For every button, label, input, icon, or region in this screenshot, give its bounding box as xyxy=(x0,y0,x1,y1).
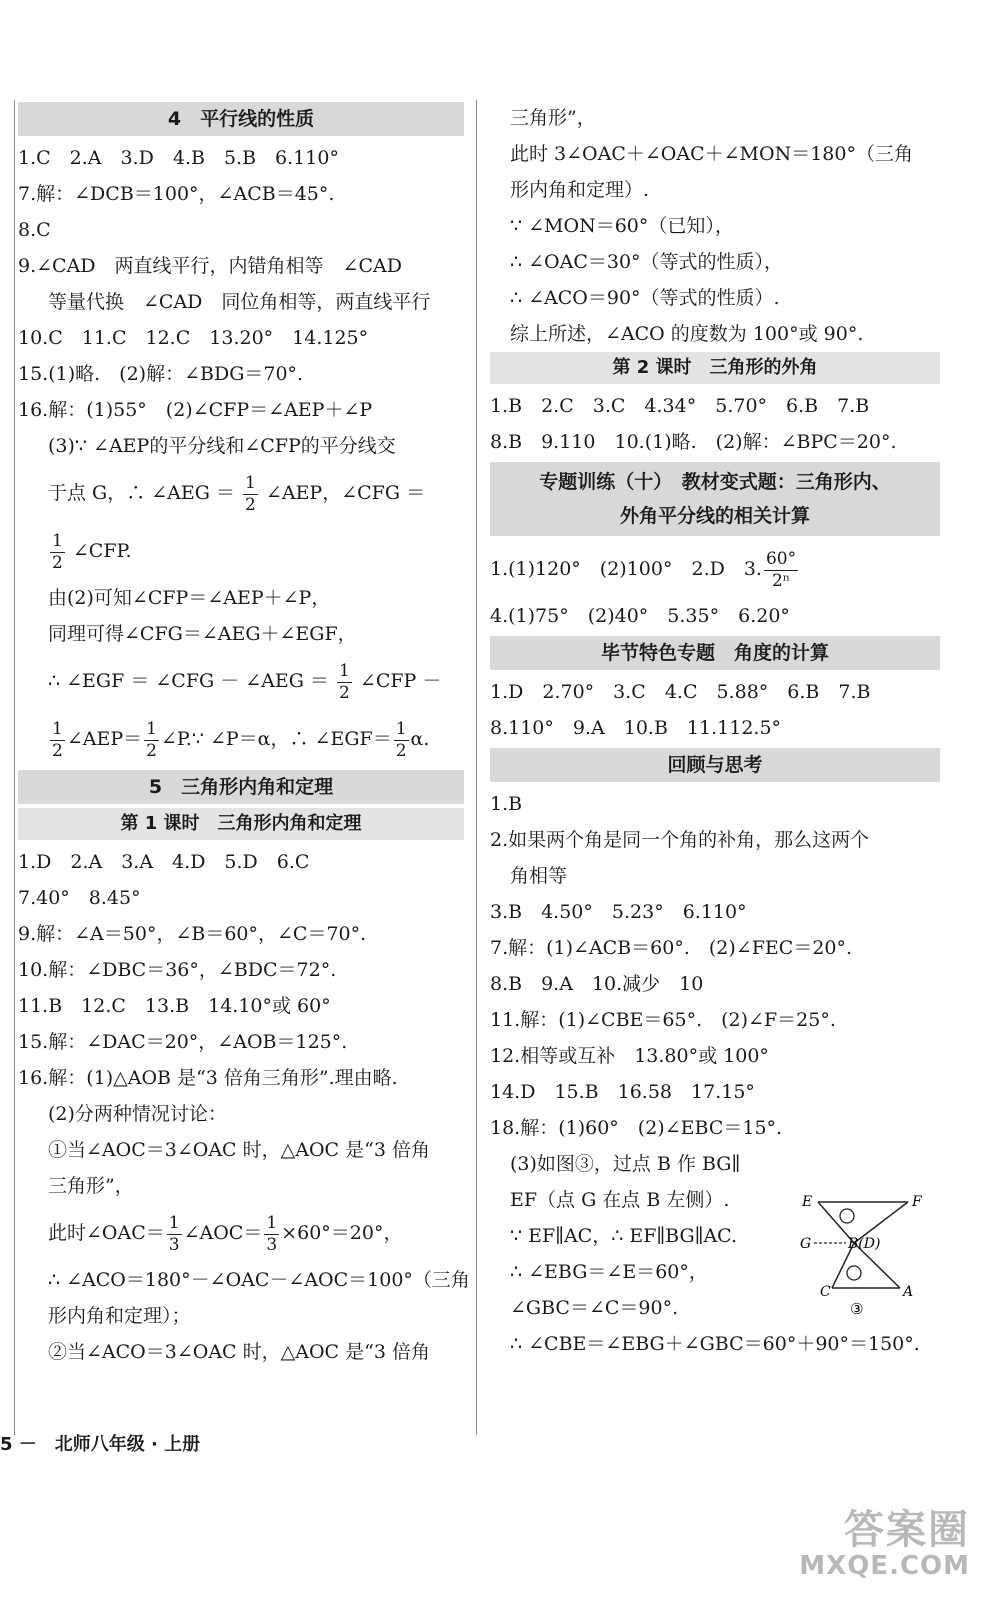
answer-line: 7.解：∠DCB＝100°，∠ACB＝45°. xyxy=(18,183,335,205)
label-C: C xyxy=(820,1284,831,1300)
answer-line: (3)∵ ∠AEP的平分线和∠CFP的平分线交 xyxy=(48,435,396,457)
text-fragment: ∠P.∵ ∠P＝α，∴ ∠EGF＝ xyxy=(160,728,392,750)
fraction-half: $\frac{1}{2}$ xyxy=(245,473,256,515)
lesson-header: 第 2 课时 三角形的外角 xyxy=(490,352,940,384)
answer-line: 7.解：(1)∠ACB＝60°. (2)∠FEC＝20°. xyxy=(490,937,853,959)
label-F: F xyxy=(912,1194,922,1210)
header-line: 外角平分线的相关计算 xyxy=(619,505,810,527)
text-fragment: 于点 G，∴ ∠AEG ＝ xyxy=(48,482,235,504)
answer-line: 8.B 9.110 10.(1)略. (2)解：∠BPC＝20°. xyxy=(490,431,897,453)
text-fragment: ∠CFP － xyxy=(359,670,442,692)
fraction-half: $\frac{1}{2}$ xyxy=(52,531,63,573)
lesson-header: 第 1 课时 三角形内角和定理 xyxy=(18,808,464,840)
fraction-half: $\frac{1}{2}$ xyxy=(52,719,63,761)
answer-line: 1.D 2.70° 3.C 4.C 5.88° 6.B 7.B xyxy=(490,681,871,703)
review-header: 回顾与思考 xyxy=(490,748,940,782)
answer-line: 等量代换 ∠CAD 同位角相等，两直线平行 xyxy=(48,291,431,313)
answer-line: ∴ ∠ACO＝90°（等式的性质）. xyxy=(510,287,780,309)
answer-line: 7.40° 8.45° xyxy=(18,887,141,909)
answer-line: 1.C 2.A 3.D 4.B 5.B 6.110° xyxy=(18,147,339,169)
answer-line: ∴ ∠OAC＝30°（等式的性质）， xyxy=(510,251,784,273)
answer-line: 三角形”， xyxy=(510,107,596,129)
answer-line-fraction xyxy=(18,1204,464,1262)
answer-line: 4.(1)75° (2)40° 5.35° 6.20° xyxy=(490,605,790,627)
text-fragment: ∠CFP. xyxy=(72,540,132,562)
header-line: 专题训练（十） 教材变式题：三角形内、 xyxy=(539,471,891,493)
fraction-third: $\frac{1}{3}$ xyxy=(168,1213,180,1255)
answer-line: 16.解：(1)△AOB 是“3 倍角三角形”.理由略. xyxy=(18,1067,398,1089)
label-BD: B(D) xyxy=(848,1236,881,1252)
text-fragment: ∠AEP，∠CFG ＝ xyxy=(265,482,426,504)
label-A: A xyxy=(903,1284,914,1300)
geometry-figure-3 xyxy=(800,1188,930,1318)
answer-line: 8.110° 9.A 10.B 11.112.5° xyxy=(490,717,782,739)
answer-line: 8.B 9.A 10.减少 10 xyxy=(490,973,704,995)
answer-line: 形内角和定理）. xyxy=(510,179,650,201)
answer-line: 3.B 4.50° 5.23° 6.110° xyxy=(490,901,747,923)
answer-line: EF（点 G 在点 B 左侧）. xyxy=(510,1189,730,1211)
answer-line: (3)如图③，过点 B 作 BG∥ xyxy=(510,1153,741,1175)
special-topic-header: 毕节特色专题 角度的计算 xyxy=(490,636,940,670)
special-topic-header xyxy=(490,462,940,536)
answer-line: 11.解：(1)∠CBE＝65°. (2)∠F＝25°. xyxy=(490,1009,836,1031)
answer-line: 15.(1)略. (2)解：∠BDG＝70°. xyxy=(18,363,304,385)
answer-line: 三角形”， xyxy=(48,1175,134,1197)
answer-line: 综上所述，∠ACO 的度数为 100°或 90°. xyxy=(510,323,864,345)
center-divider xyxy=(476,100,477,1435)
circle-mark-lower xyxy=(847,1266,861,1280)
text-fragment: ∠AOC＝ xyxy=(183,1222,263,1244)
answer-line-fraction xyxy=(18,652,464,710)
answer-line: 1.B xyxy=(490,793,523,815)
watermark-text: 答案圈 xyxy=(844,1507,970,1553)
watermark-url: MXQE.COM xyxy=(799,1551,970,1581)
answer-line-fraction xyxy=(490,540,940,598)
answer-line-fraction xyxy=(18,464,464,522)
text-fragment: 此时∠OAC＝ xyxy=(48,1222,165,1244)
answer-line: 18.解：(1)60° (2)∠EBC＝15°. xyxy=(490,1117,783,1139)
answer-line: 形内角和定理）； xyxy=(48,1305,191,1327)
figure-caption: ③ xyxy=(850,1300,864,1318)
answer-line: 16.解：(1)55° (2)∠CFP＝∠AEP＋∠P xyxy=(18,399,373,421)
answer-line: 由(2)可知∠CFP＝∠AEP＋∠P， xyxy=(48,587,331,609)
answer-line: ∴ ∠CBE＝∠EBG＋∠GBC＝60°＋90°＝150°. xyxy=(510,1333,920,1355)
text-fragment: ∠AEP＝ xyxy=(66,728,143,750)
answer-line: ∠GBC＝∠C＝90°. xyxy=(510,1297,679,1319)
fraction-60-over-2n: $\frac{60^\circ}{\text{2ⁿ}}$ xyxy=(765,549,797,591)
answer-line: 角相等 xyxy=(510,865,568,887)
label-G: G xyxy=(800,1236,812,1252)
answer-line: 同理可得∠CFG＝∠AEG＋∠EGF， xyxy=(48,623,357,645)
page-footer: 5 － 北师八年级 · 上册 xyxy=(0,1434,201,1455)
answer-line-fraction xyxy=(18,710,464,768)
answer-line: 2.如果两个角是同一个角的补角，那么这两个 xyxy=(490,829,870,851)
answer-line: (2)分两种情况讨论： xyxy=(48,1103,227,1125)
answer-line: 此时 3∠OAC＋∠OAC＋∠MON＝180°（三角 xyxy=(510,143,913,165)
text-fragment: ×60°＝20°， xyxy=(281,1222,403,1244)
fraction-half: $\frac{1}{2}$ xyxy=(146,719,157,761)
answer-line: 1.D 2.A 3.A 4.D 5.D 6.C xyxy=(18,851,310,873)
text-fragment: α. xyxy=(410,728,430,750)
fraction-half: $\frac{1}{2}$ xyxy=(395,719,407,761)
answer-line: ②当∠ACO＝3∠OAC 时，△AOC 是“3 倍角 xyxy=(48,1341,430,1363)
text-fragment: ∴ ∠EGF ＝ ∠CFG － ∠AEG ＝ xyxy=(48,670,329,692)
answer-line: 8.C xyxy=(18,219,51,241)
left-column xyxy=(18,100,470,1370)
answer-line: 9.解：∠A＝50°，∠B＝60°，∠C＝70°. xyxy=(18,923,367,945)
label-E: E xyxy=(802,1194,813,1210)
answer-line: ∴ ∠EBG＝∠E＝60°， xyxy=(510,1261,708,1283)
circle-mark-upper xyxy=(840,1209,854,1223)
answer-line: ∵ ∠MON＝60°（已知）， xyxy=(510,215,734,237)
fraction-half: $\frac{1}{2}$ xyxy=(339,661,350,703)
answer-line: ∴ ∠ACO＝180°－∠OAC－∠AOC＝100°（三角 xyxy=(48,1269,470,1291)
answer-line: 9.∠CAD 两直线平行，内错角相等 ∠CAD xyxy=(18,255,402,277)
answer-line-fraction xyxy=(18,522,464,580)
section-header-4: 4 平行线的性质 xyxy=(18,102,464,136)
fraction-third: $\frac{1}{3}$ xyxy=(266,1213,278,1255)
answer-line: 10.C 11.C 12.C 13.20° 14.125° xyxy=(18,327,369,349)
left-divider xyxy=(14,100,15,1435)
answer-line: 11.B 12.C 13.B 14.10°或 60° xyxy=(18,995,331,1017)
answer-line: 10.解：∠DBC＝36°，∠BDC＝72°. xyxy=(18,959,337,981)
answer-line: 12.相等或互补 13.80°或 100° xyxy=(490,1045,769,1067)
section-header-5: 5 三角形内角和定理 xyxy=(18,770,464,804)
answer-line: 14.D 15.B 16.58 17.15° xyxy=(490,1081,755,1103)
answer-line: ∵ EF∥AC，∴ EF∥BG∥AC. xyxy=(510,1225,738,1247)
answer-line: 15.解：∠DAC＝20°，∠AOB＝125°. xyxy=(18,1031,348,1053)
answer-line: ①当∠AOC＝3∠OAC 时，△AOC 是“3 倍角 xyxy=(48,1139,430,1161)
answer-line: 1.B 2.C 3.C 4.34° 5.70° 6.B 7.B xyxy=(490,395,870,417)
watermark-logo xyxy=(799,1498,970,1581)
right-column xyxy=(490,100,940,1362)
text-fragment: 1.(1)120° (2)100° 2.D 3. xyxy=(490,558,762,580)
